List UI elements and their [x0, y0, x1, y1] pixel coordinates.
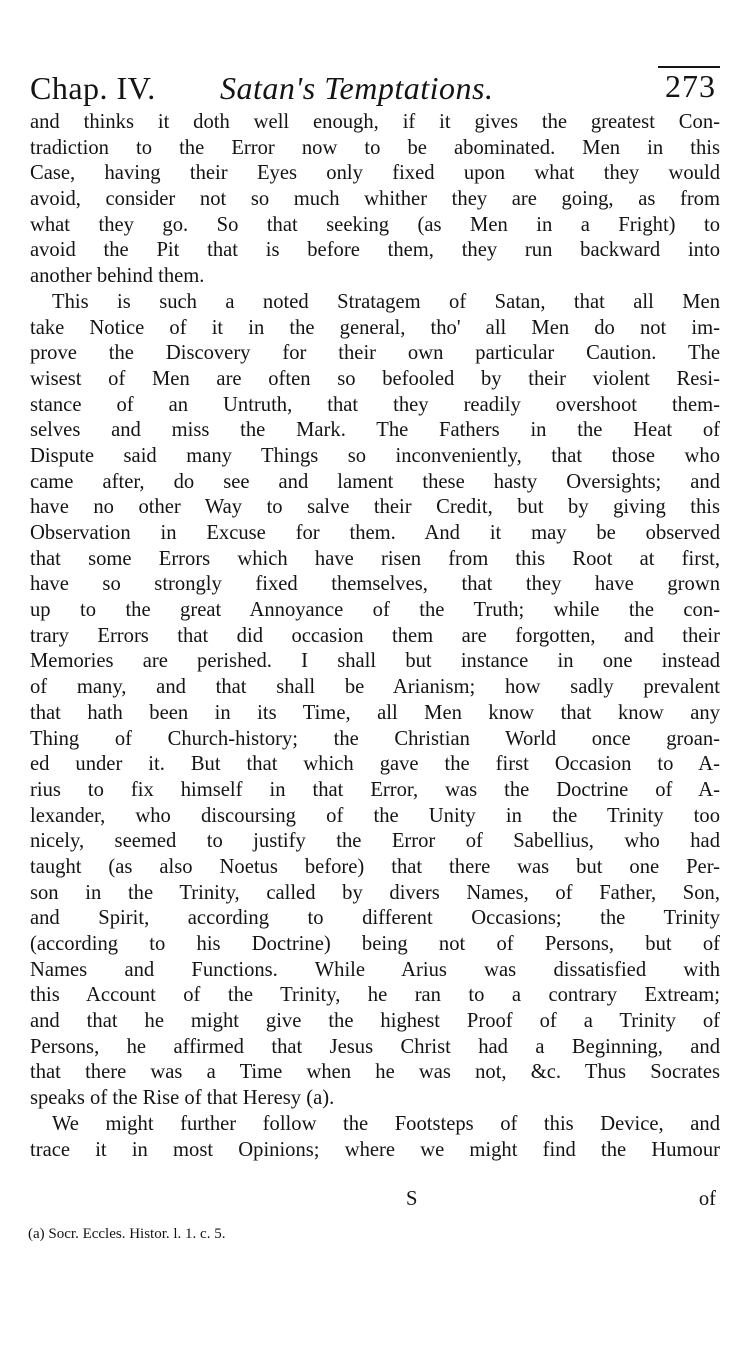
text-line: prove the Discovery for their own particular Caution. The — [30, 342, 720, 365]
catchword: of — [698, 1188, 716, 1210]
text-line: have so strongly fixed themselves, that they have grown — [30, 573, 720, 596]
text-line: ed under it. But that which gave the first Occasion to A- — [30, 753, 720, 776]
text-line: wisest of Men are often so befooled by their violent Resi- — [30, 367, 720, 390]
text-line: and thinks it doth well enough, if it gives the greatest Con- — [30, 111, 720, 133]
text-line: tradiction to the Error now to be abominated. Men in this — [30, 136, 720, 159]
text-line: nicely, seemed to justify the Error of Sabellius, who had — [30, 830, 720, 853]
text-line: Case, having their Eyes only fixed upon what they would — [30, 162, 720, 185]
text-line: Memories are perished. I shall but instance in one instead — [30, 650, 720, 673]
text-line: Names and Functions. While Arius was dissatisfied with — [30, 958, 720, 981]
text-line: that hath been in its Time, all Men know that know any — [30, 701, 720, 724]
text-line: (according to his Doctrine) being not of Persons, but of — [30, 933, 720, 955]
catch-line — [30, 1186, 720, 1212]
text-line: trace it in most Opinions; where we might find the Humour — [30, 1138, 720, 1161]
text-line: Thing of Church-history; the Christian World once groan- — [30, 727, 720, 750]
text-line: and that he might give the highest Proof of a Trinity of — [30, 1010, 720, 1033]
text-line: rius to fix himself in that Error, was the Doctrine of A- — [30, 778, 720, 801]
signature-mark: S — [406, 1188, 418, 1210]
text-line: another behind them. — [30, 265, 205, 288]
paragraph-start-line: This is such a noted Stratagem of Satan, that all Men — [52, 290, 720, 313]
text-line: and Spirit, according to different Occasions; the Trinity — [30, 907, 720, 930]
page-number: 273 — [665, 68, 716, 104]
text-line: of many, and that shall be Arianism; how sadly prevalent — [30, 676, 720, 699]
text-line: take Notice of it in the general, tho' all Men do not im- — [30, 316, 720, 339]
text-line: came after, do see and lament these hasty Oversights; and — [30, 470, 720, 493]
text-line: selves and miss the Mark. The Fathers in the Heat of — [30, 419, 720, 442]
text-line: that some Errors which have risen from this Root at first, — [30, 547, 720, 570]
body-text — [30, 110, 720, 1163]
text-line: Dispute said many Things so inconveniently, that those who — [30, 444, 720, 467]
paragraph-start-line: We might further follow the Footsteps of this Device, and — [52, 1112, 720, 1135]
text-line: up to the great Annoyance of the Truth; while the con- — [30, 599, 720, 622]
text-line: that there was a Time when he was not, &c. Thus Socrates — [30, 1061, 720, 1084]
text-line: what they go. So that seeking (as Men in a Fright) to — [30, 213, 720, 236]
text-line: trary Errors that did occasion them are forgotten, and their — [30, 624, 720, 647]
text-line: this Account of the Trinity, he ran to a contrary Extream; — [30, 984, 720, 1007]
chapter-heading: Chap. IV. — [30, 70, 156, 106]
text-line: avoid, consider not so much whither they are going, as from — [30, 188, 720, 211]
text-line: taught (as also Noetus before) that there was but one Per- — [30, 855, 720, 878]
text-line: speaks of the Rise of that Heresy (a). — [30, 1087, 335, 1110]
text-line: have no other Way to salve their Credit, but by giving this — [30, 496, 720, 519]
text-line: avoid the Pit that is before them, they run backward into — [30, 239, 720, 262]
running-title: Satan's Temptations. — [220, 70, 494, 106]
text-line: Observation in Excuse for them. And it may be observed — [30, 522, 720, 544]
text-line: son in the Trinity, called by divers Names, of Father, Son, — [30, 881, 720, 904]
text-line: lexander, who discoursing of the Unity in the Trinity too — [30, 804, 720, 827]
running-header — [30, 66, 720, 112]
text-line: stance of an Untruth, that they readily overshoot them- — [30, 393, 720, 416]
text-line: Persons, he affirmed that Jesus Christ had a Beginning, and — [30, 1035, 720, 1058]
footnote: (a) Socr. Eccles. Histor. l. 1. c. 5. — [28, 1226, 226, 1242]
